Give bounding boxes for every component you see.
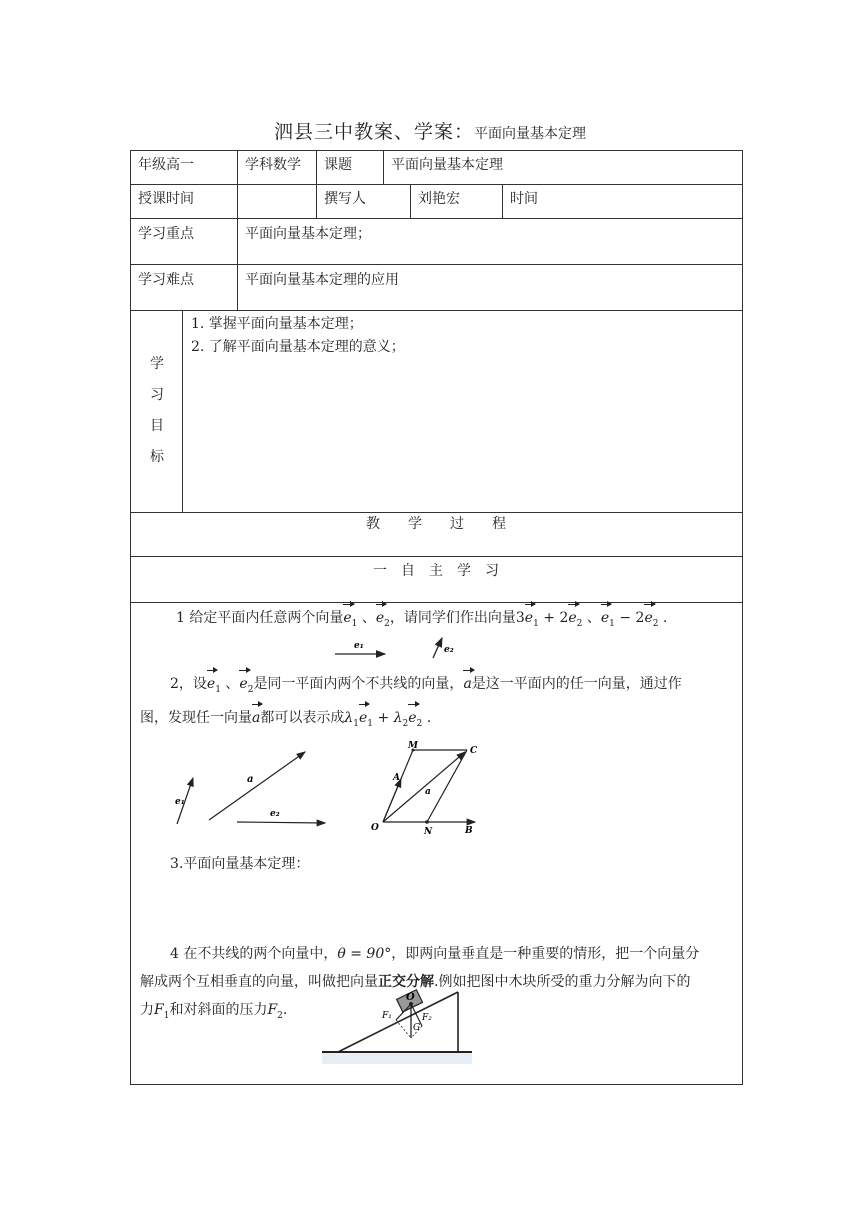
e2-label: e₂	[444, 645, 454, 655]
author-label: 撰写人	[324, 191, 366, 207]
row-border	[130, 556, 742, 557]
subject-cell: 学科数学	[245, 157, 301, 173]
col-border	[237, 218, 238, 310]
label-f2: F₂	[422, 1013, 432, 1023]
label-a: A	[393, 773, 400, 783]
question-2: 2，设$e_1$ 、$e_2$是同一平面内两个不共线的向量，a是这一平面内的任一向量，通过作 图，发现任一向量a都可以表示成$\lambda_1e_1 + \lambda_2e_2$ .	[140, 670, 738, 738]
row-border	[130, 1084, 742, 1085]
a-label: a	[247, 774, 254, 785]
col-border	[316, 150, 317, 184]
difficulty-label: 学习难点	[138, 272, 194, 288]
label-m: M	[408, 741, 418, 751]
time-label: 时间	[510, 191, 538, 207]
label-b: B	[465, 826, 473, 836]
col-border	[502, 184, 503, 218]
col-border	[237, 150, 238, 184]
goals-label-char: 标	[150, 449, 164, 465]
oc-vector	[383, 752, 465, 822]
label-g: G	[413, 1023, 421, 1033]
label-n: N	[424, 827, 433, 837]
question-4: 4 在不共线的两个向量中，θ = 90°，即两向量垂直是一种重要的情形，把一个向量分 解成两个互相垂直的向量，叫做把向量正交分解.例如把图中木块所受的重力分解为向下的 力$F_1$和对斜面的压力$F_2$.	[140, 946, 700, 1021]
e2-vector	[237, 822, 325, 823]
document-title	[0, 117, 860, 144]
goal-item: 2. 了解平面向量基本定理的意义；	[191, 339, 405, 355]
cn-line	[427, 750, 467, 822]
col-border	[410, 184, 411, 218]
row-border	[130, 184, 742, 185]
title-main: 泗县三中教案、学案：	[273, 121, 474, 143]
row-border	[130, 512, 742, 513]
label-c: C	[470, 746, 478, 756]
col-border	[130, 150, 131, 1085]
row-border	[130, 150, 742, 151]
col-border	[742, 150, 743, 1085]
goals-label-char: 目	[150, 418, 164, 434]
teach-time-label: 授课时间	[138, 191, 194, 207]
key-point-value: 平面向量基本定理；	[245, 226, 371, 242]
col-border	[182, 310, 183, 512]
row-border	[130, 264, 742, 265]
difficulty-value: 平面向量基本定理的应用	[245, 272, 399, 288]
col-border	[316, 184, 317, 218]
incline-force-figure	[318, 986, 488, 1068]
row-border	[130, 218, 742, 219]
goals-label-char: 习	[150, 387, 164, 403]
e2-label: e₂	[270, 809, 280, 819]
self-study-header: 一 自 主 学 习	[373, 563, 499, 579]
row-border	[130, 310, 742, 311]
point-n	[425, 820, 429, 824]
question-1: 1 给定平面内任意两个向量$e_1$ 、$e_2$，请同学们作出向量$3e_1 + 2e_2$ 、$e_1 - 2e_2$ .	[176, 604, 736, 638]
e2-arrow	[433, 638, 442, 658]
label-f1: F₁	[382, 1011, 392, 1021]
label-block-o: O	[406, 992, 415, 1003]
topic-value: 平面向量基本定理	[391, 157, 503, 173]
goal-item: 1. 掌握平面向量基本定理；	[191, 316, 363, 332]
topic-label: 课题	[324, 157, 352, 173]
process-header: 教 学 过 程	[366, 516, 506, 532]
goals-label-char: 学	[150, 356, 164, 372]
oa-vector	[383, 779, 401, 822]
ground-shading	[322, 1052, 472, 1064]
e1-label: e₁	[175, 797, 185, 807]
vector-decomposition-figure	[165, 738, 495, 838]
a-vector	[209, 752, 305, 820]
e1-e2-sketch	[330, 634, 470, 662]
question-3: 3.平面向量基本定理：	[170, 856, 310, 872]
label-vec-a: a	[425, 787, 431, 797]
grade-cell: 年级高一	[138, 157, 194, 173]
key-point-label: 学习重点	[138, 226, 194, 242]
label-o: O	[371, 823, 379, 833]
title-sub: 平面向量基本定理	[474, 126, 586, 142]
e1-label: e₁	[354, 641, 364, 651]
col-border	[237, 184, 238, 218]
author-value: 刘艳宏	[418, 191, 460, 207]
col-border	[383, 150, 384, 184]
